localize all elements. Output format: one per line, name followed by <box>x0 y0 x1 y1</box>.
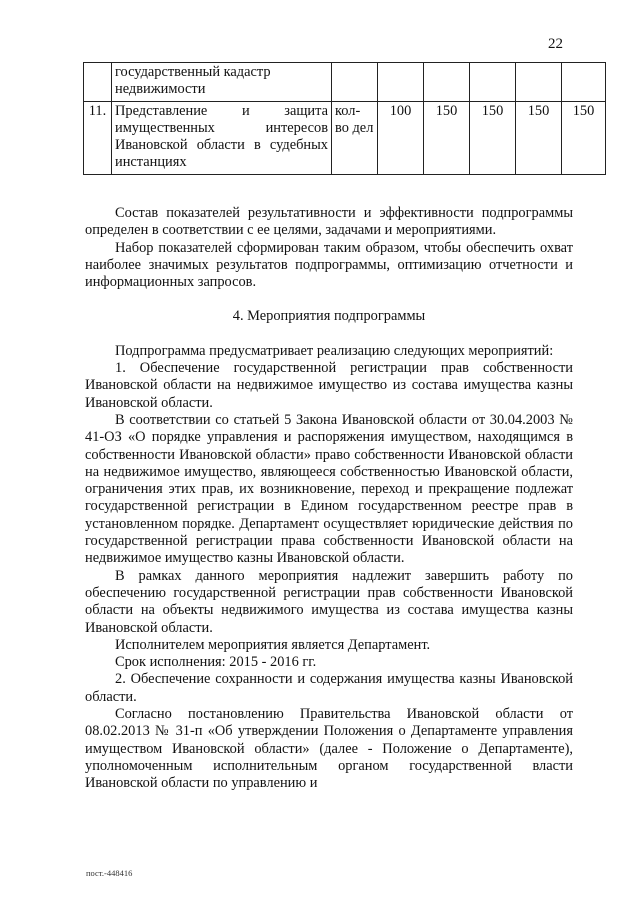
paragraph: Набор показателей сформирован таким образом, чтобы обеспечить охват наиболее значимых результатов подпрограммы, оптимизацию отчетности и информационных запросов. <box>85 239 573 291</box>
indicator-name-line: государственный кадастр <box>115 64 271 80</box>
table-row <box>84 102 606 175</box>
value-cell <box>424 63 470 102</box>
paragraph: 2. Обеспечение сохранности и содержания имущества казны Ивановской области. <box>85 671 573 705</box>
indicator-name <box>112 63 332 102</box>
value-cell <box>516 63 562 102</box>
paragraph: Подпрограмма предусматривает реализацию следующих мероприятий: <box>115 342 554 359</box>
indicators-table <box>83 62 606 175</box>
value-cell: 150 <box>470 102 516 175</box>
value-cell <box>562 63 606 102</box>
indicator-name-line: недвижимости <box>115 81 206 97</box>
indicator-name <box>112 102 332 175</box>
paragraph: Состав показателей результативности и эффективности подпрограммы определен в соответствии с ее целями, задачами и мероприятиями. <box>85 205 573 239</box>
paragraph: Исполнителем мероприятия является Департамент. <box>115 636 431 653</box>
value-cell: 150 <box>424 102 470 175</box>
value-cell: 150 <box>562 102 606 175</box>
paragraph: В рамках данного мероприятия надлежит завершить работу по обеспечению государственной регистрации прав собственности Ивановской области на объекты недвижимого имущества из состава имущества казны Ивановской области. <box>85 567 573 636</box>
value-cell <box>470 63 516 102</box>
value-cell: 150 <box>516 102 562 175</box>
indicator-name-line: Представление и защита <box>115 103 328 119</box>
section-heading: 4. Мероприятия подпрограммы <box>232 308 426 325</box>
paragraph: Согласно постановлению Правительства Ивановской области от 08.02.2013 № 31-п «Об утверждении Положения о Департаменте управления имуществом Ивановской области» (далее - Положение о Департаменте), уполномоченным исполнительным органом государственной власти Ивановской области по управлению и <box>85 706 573 792</box>
indicator-name-line: Ивановской области в судебных <box>115 137 328 153</box>
paragraph: 1. Обеспечение государственной регистрации прав собственности Ивановской области на недвижимое имущество из состава имущества казны Ивановской области. <box>85 360 573 411</box>
table-row <box>84 63 606 102</box>
body-text <box>85 205 573 793</box>
row-number <box>84 63 112 102</box>
value-cell <box>378 63 424 102</box>
indicator-name-line: инстанциях <box>115 154 187 170</box>
paragraph: Срок исполнения: 2015 - 2016 гг. <box>115 654 317 671</box>
unit-cell <box>332 63 378 102</box>
page-number: 22 <box>548 36 563 52</box>
document-code: пост.-448416 <box>86 868 133 878</box>
unit-cell: кол-во дел <box>332 102 378 175</box>
paragraph: В соответствии со статьей 5 Закона Ивановской области от 30.04.2003 № 41-ОЗ «О порядке управления и распоряжения имуществом, находящимся в собственности Ивановской области» право собственности Ивановской области на недвижимое имущество, являющееся собственностью Ивановской области, ограничения этих прав, их возникновение, переход и прекращение подлежат государственной регистрации в Едином государственном реестре прав в установленном порядке. Департамент осуществляет юридические действия по государственной регистрации права собственности Ивановской области на недвижимое имущество казны Ивановской области. <box>85 411 573 567</box>
indicator-name-line: имущественных интересов <box>115 120 328 136</box>
row-number: 11. <box>84 102 112 175</box>
value-cell: 100 <box>378 102 424 175</box>
